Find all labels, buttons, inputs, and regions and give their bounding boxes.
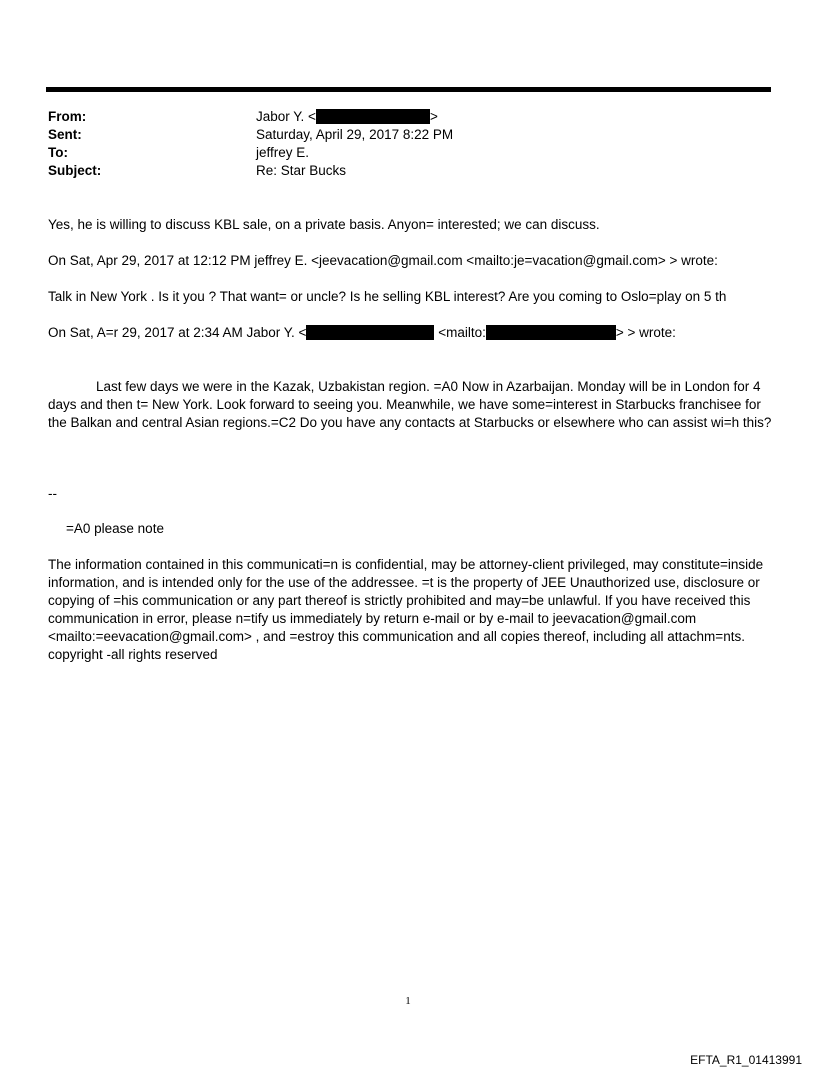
sent-row — [48, 126, 768, 144]
from-row — [48, 108, 768, 126]
redaction-block — [316, 109, 430, 124]
quote2-header: On Sat, A=r 29, 2017 at 2:34 AM Jabor Y. < <mailto: > > wrote: — [48, 325, 676, 340]
quote1-header: On Sat, Apr 29, 2017 at 12:12 PM jeffrey E. <jeevacation@gmail.com <mailto:je=vacation@gmail.com> > wrote: — [48, 253, 718, 268]
to-row — [48, 144, 768, 162]
sent-value: Saturday, April 29, 2017 8:22 PM — [256, 127, 454, 142]
from-value: Jabor Y. < > — [256, 109, 438, 124]
to-value: jeffrey E. — [256, 145, 310, 160]
quote2-body: Last few days we were in the Kazak, Uzbakistan region. =A0 Now in Azarbaijan. Monday will be in London for 4 days and then t= New York. Look forward to seeing you. Meanwhile, we have some=interest in Starbucks franchisee for the Balkan and central Asian regions.=C2 Do you have any contacts at Starbucks or elsewhere who can assist wi=h this? — [48, 379, 772, 430]
sent-label: Sent: — [48, 127, 82, 142]
disclaimer-text: The information contained in this communicati=n is confidential, may be attorney-client privileged, may constitute=inside information, and is intended only for the use of the addressee. =t is the property of JEE Unauthorized use, disclosure or copying of =his communication or any part thereof is strictly prohibited and may=be unlawful. If you have received this communication in error, please n=tify us immediately by return e-mail or by e-mail to jeevacation@gmail.com <mailto:=eevacation@gmail.com> , and =estroy this communication and all copies thereof, including all attachm=nts. copyright -all rights reserved — [48, 557, 764, 662]
note-text: =A0 please note — [66, 521, 164, 536]
subject-label: Subject: — [48, 163, 102, 178]
to-label: To: — [48, 145, 68, 160]
email-header — [48, 108, 768, 180]
page-number: 1 — [405, 995, 411, 1007]
from-label: From: — [48, 109, 87, 124]
bates-number: EFTA_R1_01413991 — [690, 1053, 802, 1067]
redaction-block — [486, 325, 616, 340]
redaction-block — [306, 325, 434, 340]
subject-value: Re: Star Bucks — [256, 163, 347, 178]
quote1-body: Talk in New York . Is it you ? That want= or uncle? Is he selling KBL interest? Are you coming to Oslo=play on 5 th — [48, 289, 727, 304]
reply-text: Yes, he is willing to discuss KBL sale, on a private basis. Anyon= interested; we can discuss. — [48, 217, 600, 232]
header-rule — [46, 87, 771, 92]
signature-separator: -- — [48, 486, 57, 501]
subject-row — [48, 162, 768, 180]
